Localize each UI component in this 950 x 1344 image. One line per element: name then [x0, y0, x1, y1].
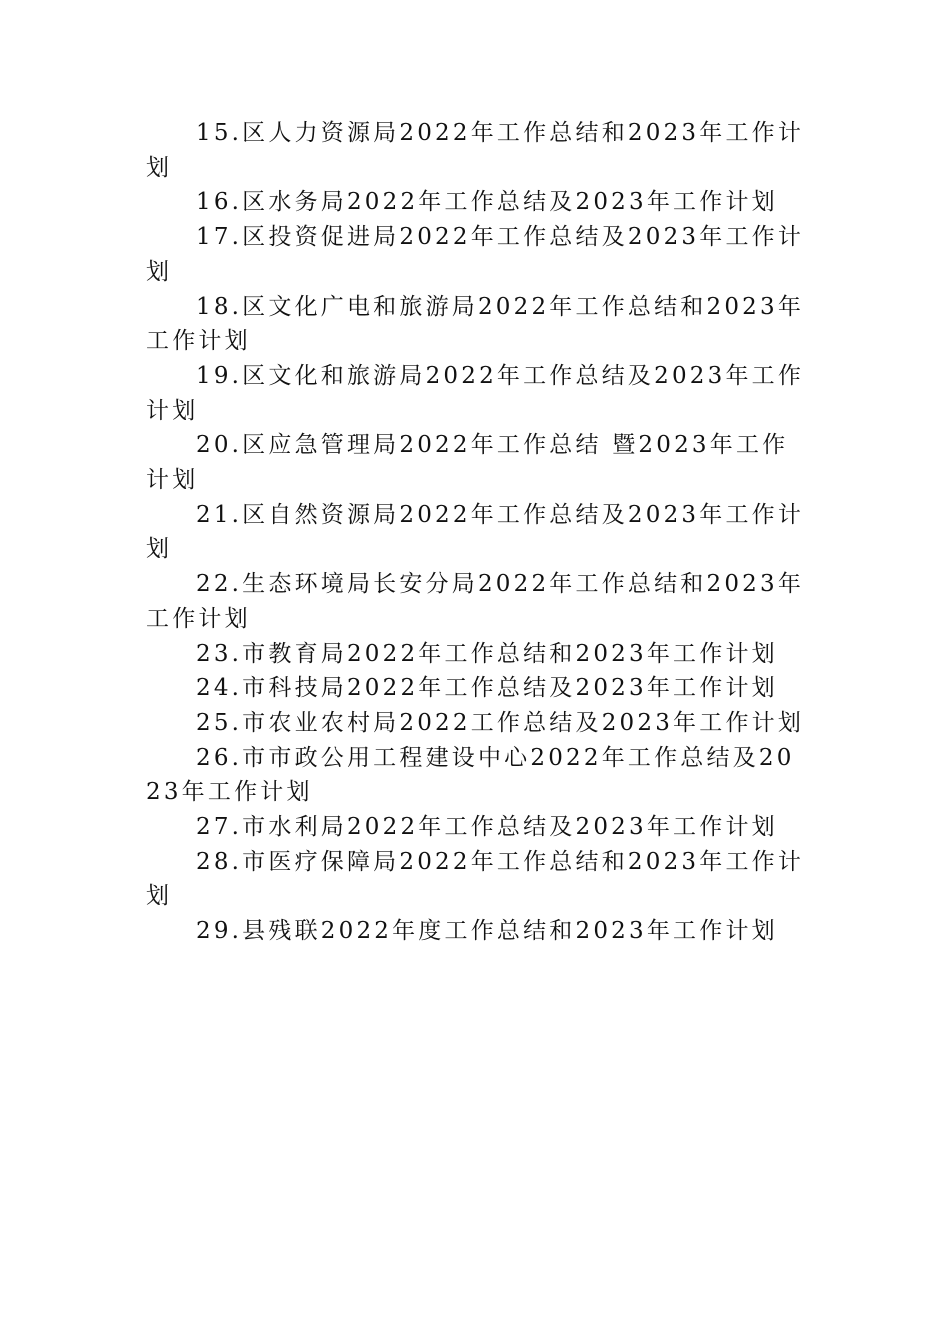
toc-entry-17: 17.区投资促进局2022年工作总结及2023年工作计划: [146, 224, 805, 285]
toc-entry-18: 18.区文化广电和旅游局2022年工作总结和2023年工作计划: [146, 293, 805, 355]
toc-entry-24: 24.市科技局2022年工作总结及2023年工作计划: [196, 675, 778, 702]
toc-entry-15: 15.区人力资源局2022年工作总结和2023年工作计划: [146, 120, 805, 181]
toc-entry-28: 28.市医疗保障局2022年工作总结和2023年工作计划: [146, 848, 805, 910]
toc-entry-29: 29.县残联2022年度工作总结和2023年工作计划: [196, 918, 778, 945]
toc-entry-19: 19.区文化和旅游局2022年工作总结及2023年工作计划: [146, 362, 805, 424]
toc-entry-27: 27.市水利局2022年工作总结及2023年工作计划: [196, 814, 778, 841]
toc-entry-23: 23.市教育局2022年工作总结和2023年工作计划: [196, 640, 778, 667]
toc-entry-26: 26.市市政公用工程建设中心2022年工作总结及2023年工作计划: [146, 744, 795, 806]
toc-entry-16: 16.区水务局2022年工作总结及2023年工作计划: [196, 189, 778, 216]
toc-entry-20: 20.区应急管理局2022年工作总结 暨2023年工作计划: [146, 432, 789, 494]
toc-entry-22: 22.生态环境局长安分局2022年工作总结和2023年工作计划: [146, 571, 805, 632]
table-of-contents: [146, 116, 810, 949]
toc-entry-25: 25.市农业农村局2022工作总结及2023年工作计划: [196, 709, 805, 736]
toc-entry-21: 21.区自然资源局2022年工作总结及2023年工作计划: [146, 501, 805, 563]
